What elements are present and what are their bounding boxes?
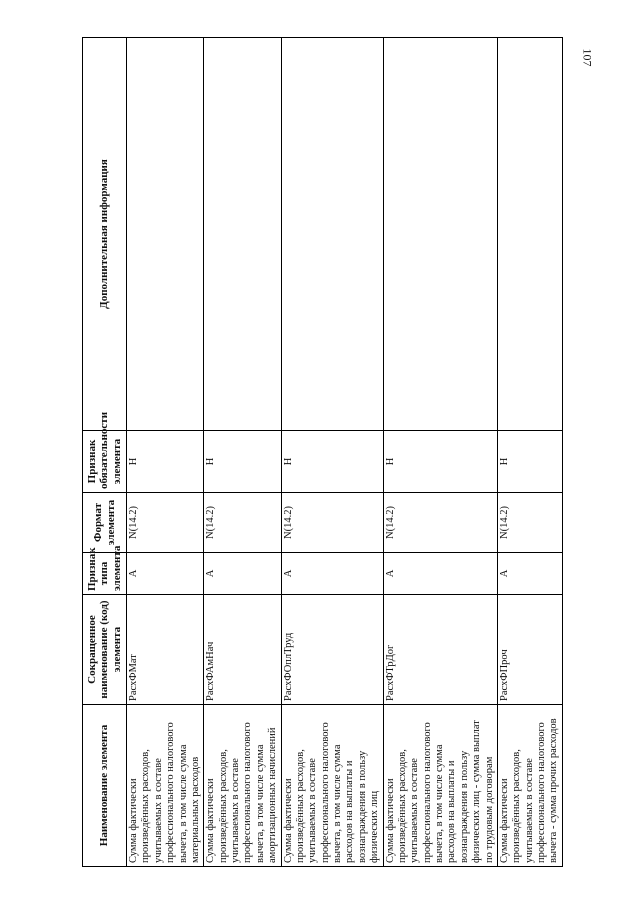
cell-element-name: Сумма фактически произведённых расходов, учитываемых в составе профессионального налогового вычета, в том числе сумма материальных расходов bbox=[127, 705, 204, 867]
cell-element-name: Сумма фактически произведённых расходов, учитываемых в составе профессионального налогового вычета, в том числе сумма амортизационных начислений bbox=[204, 705, 281, 867]
cell-element-type: А bbox=[281, 553, 383, 595]
cell-element-code: РасхФОплТруд bbox=[281, 595, 383, 705]
cell-element-name: Сумма фактически произведённых расходов, учитываемых в составе профессионального налогового вычета, в том числе сумма расходов на выплаты и вознаграждения в пользу физических лиц bbox=[281, 705, 383, 867]
cell-element-code: РасхФМат bbox=[127, 595, 204, 705]
cell-element-code: РасхФАмНач bbox=[204, 595, 281, 705]
header-element-code: Сокращенное наименование (код) элемента bbox=[83, 595, 127, 705]
elements-table bbox=[82, 37, 563, 867]
cell-additional-info bbox=[497, 38, 562, 431]
table-frame bbox=[82, 37, 560, 867]
header-element-required: Признак обязательности элемента bbox=[83, 431, 127, 493]
cell-element-required: Н bbox=[281, 431, 383, 493]
cell-element-type: А bbox=[127, 553, 204, 595]
cell-element-type: А bbox=[204, 553, 281, 595]
cell-element-type: А bbox=[497, 553, 562, 595]
cell-element-type: А bbox=[383, 553, 497, 595]
cell-additional-info bbox=[281, 38, 383, 431]
cell-element-format: N(14.2) bbox=[204, 493, 281, 553]
cell-element-required: Н bbox=[204, 431, 281, 493]
table-row bbox=[497, 38, 562, 867]
header-element-type: Признак типа элемента bbox=[83, 553, 127, 595]
cell-element-name: Сумма фактически произведённых расходов, учитываемых в составе профессионального налогового вычета - сумма прочих расходов bbox=[497, 705, 562, 867]
cell-element-required: Н bbox=[127, 431, 204, 493]
cell-element-code: РасхФПроч bbox=[497, 595, 562, 705]
page-number: 107 bbox=[580, 48, 595, 67]
header-element-name: Наименование элемента bbox=[83, 705, 127, 867]
table-header-row bbox=[83, 38, 127, 867]
cell-element-required: Н bbox=[383, 431, 497, 493]
table-row bbox=[383, 38, 497, 867]
table-row bbox=[127, 38, 204, 867]
table-row bbox=[204, 38, 281, 867]
cell-additional-info bbox=[383, 38, 497, 431]
cell-element-format: N(14.2) bbox=[281, 493, 383, 553]
cell-element-format: N(14.2) bbox=[497, 493, 562, 553]
table-row bbox=[281, 38, 383, 867]
header-additional-info: Дополнительная информация bbox=[83, 38, 127, 431]
rotated-table-container bbox=[82, 37, 560, 867]
cell-additional-info bbox=[204, 38, 281, 431]
header-element-format: Формат элемента bbox=[83, 493, 127, 553]
cell-additional-info bbox=[127, 38, 204, 431]
cell-element-format: N(14.2) bbox=[383, 493, 497, 553]
cell-element-code: РасхФТрДог bbox=[383, 595, 497, 705]
cell-element-name: Сумма фактически произведённых расходов, учитываемых в составе профессионального налогового вычета, в том числе сумма расходов на выплаты и вознаграждения в пользу физических лиц - сумма выплат по трудовым договорам bbox=[383, 705, 497, 867]
cell-element-required: Н bbox=[497, 431, 562, 493]
cell-element-format: N(14.2) bbox=[127, 493, 204, 553]
